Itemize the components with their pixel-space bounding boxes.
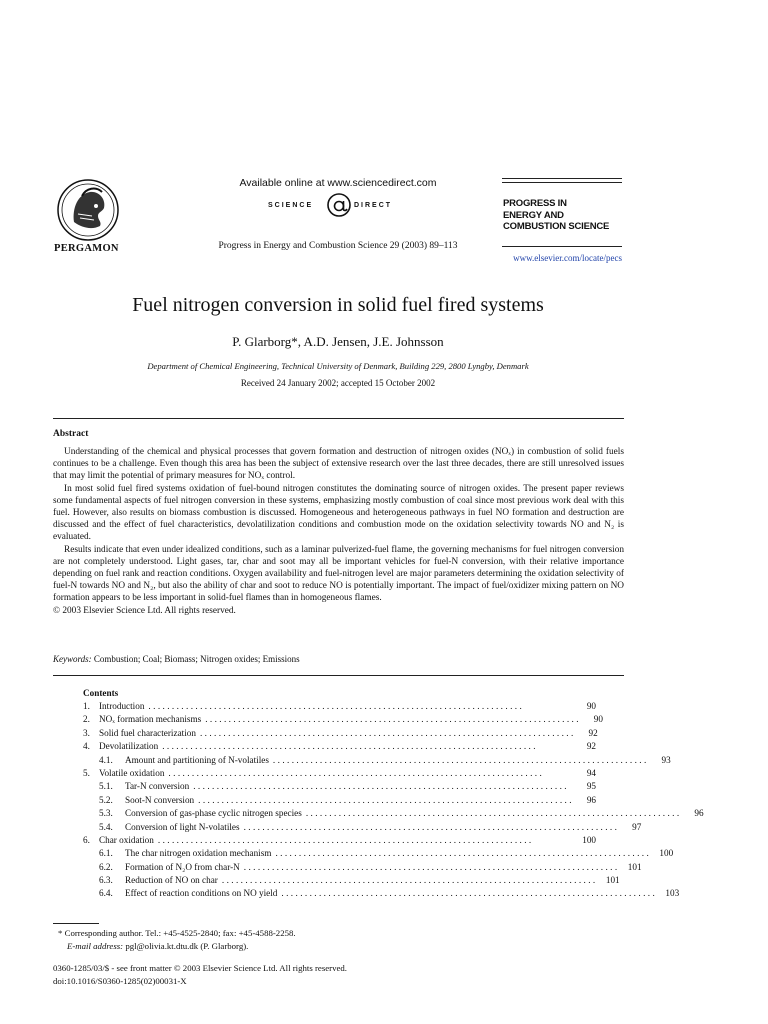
toc-entry[interactable] xyxy=(83,861,642,874)
sciencedirect-right-text: DIRECT xyxy=(354,202,393,209)
toc-entry-label: Reduction of NO on char xyxy=(125,875,218,886)
toc-entry-label: NOₓ formation mechanisms xyxy=(99,714,202,725)
toc-entry-number: 4.1. xyxy=(99,754,113,765)
toc-entry-number: 1. xyxy=(83,701,90,711)
toc-entry-page: 94 xyxy=(586,767,596,778)
toc-entry-label: The char nitrogen oxidation mechanism xyxy=(125,848,272,859)
journal-title-rule-top-2 xyxy=(502,182,622,183)
toc-leader-dots: ................................................................................ xyxy=(281,888,658,899)
toc-entry-page: 90 xyxy=(593,714,603,725)
toc-entry[interactable] xyxy=(83,780,596,793)
toc-entry-number: 3. xyxy=(83,727,90,738)
toc-entry-number: 4. xyxy=(83,741,90,752)
keywords-list: Combustion; Coal; Biomass; Nitrogen oxides; Emissions xyxy=(93,654,300,664)
toc-leader-dots: ................................................................................ xyxy=(272,754,649,765)
toc-entry-number: 5.3. xyxy=(99,808,113,819)
divider xyxy=(53,675,624,676)
toc-entry[interactable] xyxy=(83,887,680,900)
toc-entry[interactable] xyxy=(83,767,596,780)
journal-title-rule-top xyxy=(502,178,622,179)
toc-entry-page: 101 xyxy=(627,861,642,872)
toc-entry[interactable] xyxy=(83,821,642,834)
toc-entry-number: 6. xyxy=(83,834,90,845)
divider xyxy=(53,418,624,419)
journal-reference: Progress in Energy and Combustion Science 29 (2003) 89–113 xyxy=(218,241,458,251)
footnote-rule xyxy=(53,923,99,924)
toc-entry-label: Effect of reaction conditions on NO yield xyxy=(125,888,278,899)
toc-entry-number: 5.2. xyxy=(99,794,113,805)
toc-entry-number: 5.4. xyxy=(99,821,113,832)
toc-entry-number: 6.3. xyxy=(99,875,113,886)
toc-leader-dots: ................................................................................ xyxy=(168,767,545,778)
abstract-copyright: © 2003 Elsevier Science Ltd. All rights reserved. xyxy=(53,605,236,616)
toc-entry[interactable] xyxy=(83,754,671,767)
toc-entry-label: Formation of N₂O from char-N xyxy=(125,861,240,872)
sciencedirect-left-text: SCIENCE xyxy=(268,202,314,209)
sciencedirect-at-icon xyxy=(326,192,352,218)
journal-title-rule-bottom xyxy=(502,246,622,247)
toc-entry-page: 95 xyxy=(586,781,596,792)
keywords xyxy=(53,654,300,664)
toc-leader-dots: ................................................................................ xyxy=(157,834,534,845)
toc-leader-dots: ................................................................................ xyxy=(243,821,620,832)
article-title: Fuel nitrogen conversion in solid fuel fired systems xyxy=(132,294,544,316)
abstract-heading: Abstract xyxy=(53,429,89,439)
toc-entry[interactable] xyxy=(83,807,704,820)
toc-entry-number: 2. xyxy=(83,714,90,725)
toc-leader-dots: ................................................................................ xyxy=(275,848,652,859)
toc-leader-dots: ................................................................................ xyxy=(198,794,574,805)
toc-entry-label: Introduction xyxy=(99,701,145,711)
email-label: E-mail address: xyxy=(67,941,124,951)
toc-leader-dots: ................................................................................ xyxy=(193,781,569,792)
toc-leader-dots: ................................................................................ xyxy=(205,714,581,725)
corresponding-author-note: * Corresponding author. Tel.: +45-4525-2840; fax: +45-4588-2258. xyxy=(58,928,296,938)
toc-entry[interactable] xyxy=(83,834,596,847)
table-of-contents xyxy=(83,687,704,901)
contents-heading: Contents xyxy=(83,688,119,698)
toc-entry-label: Char oxidation xyxy=(99,834,154,845)
toc-entry-page: 96 xyxy=(694,808,704,819)
toc-entry-page: 103 xyxy=(665,888,680,899)
journal-title-block xyxy=(503,198,609,233)
toc-leader-dots: ................................................................................ xyxy=(199,727,576,738)
keywords-label: Keywords: xyxy=(53,654,92,664)
doi-text: doi:10.1016/S0360-1285(02)00031-X xyxy=(53,976,187,986)
toc-leader-dots: ................................................................................ xyxy=(221,875,598,886)
toc-entry-label: Conversion of light N-volatiles xyxy=(125,821,240,832)
toc-entry-page: 92 xyxy=(588,727,598,738)
toc-entry-page: 101 xyxy=(605,875,620,886)
toc-leader-dots: ................................................................................ xyxy=(148,701,525,711)
abstract-paragraph: In most solid fuel fired systems oxidation of fuel-bound nitrogen constitutes the dominating source of nitrogen oxides. The present paper reviews some fundamental aspects of fuel nitrogen conversion in these systems, emphasizing mostly combustion of coal since most previous work deal with this fuel. However, also results on biomass combustion is discussed. Homogeneous and heterogeneous pathways in fuel NO formation and destruction are discussed and the effect of fuel characteristics, devolatilization conditions and combustion mode on the oxidation selectivity towards NO and N₂ is evaluated. xyxy=(53,483,624,543)
toc-entry-page: 100 xyxy=(582,834,596,845)
toc-entry[interactable] xyxy=(83,727,596,740)
article-authors: P. Glarborg*, A.D. Jensen, J.E. Johnsson xyxy=(232,334,444,349)
toc-entry-page: 93 xyxy=(661,754,671,765)
toc-entry-label: Solid fuel characterization xyxy=(99,727,196,738)
toc-entry-label: Tar-N conversion xyxy=(125,781,190,792)
email-note xyxy=(67,941,248,951)
toc-entry[interactable] xyxy=(83,740,596,753)
journal-url-link[interactable]: www.elsevier.com/locate/pecs xyxy=(513,253,622,263)
email-link[interactable]: pgl@olivia.kt.dtu.dk (P. Glarborg). xyxy=(125,941,249,951)
toc-entry-page: 97 xyxy=(632,821,642,832)
toc-entry-page: 96 xyxy=(586,794,596,805)
toc-entry[interactable] xyxy=(83,794,596,807)
toc-entry-page: 100 xyxy=(659,848,674,859)
abstract-paragraph: Results indicate that even under idealized conditions, such as a laminar pulverized-fuel flame, the governing mechanisms for fuel nitrogen conversion are not completely understood. Light gases, tar, char and soot may all be important vehicles for fuel-N conversion, with their relative importance depending on fuel rank and reaction conditions. Oxygen availability and fuel-nitrogen level are major parameters determining the oxidation selectivity of fuel-N towards NO and N₂, but also the ability of char and soot to reduce NO is potentially important. The impact of fuel/oxidizer mixing pattern on NO formation appears to be less important in solid-fuel flames than in homogeneous flames. xyxy=(53,544,624,604)
toc-entry-label: Soot-N conversion xyxy=(125,794,195,805)
toc-entry-label: Volatile oxidation xyxy=(99,767,165,778)
toc-entry-label: Amount and partitioning of N-volatiles xyxy=(125,754,269,765)
toc-entry-page: 92 xyxy=(586,741,596,752)
toc-entry[interactable] xyxy=(83,713,603,726)
toc-entry[interactable] xyxy=(83,700,596,713)
abstract-body xyxy=(53,446,624,617)
toc-leader-dots: ................................................................................ xyxy=(243,861,620,872)
toc-entry-number: 6.2. xyxy=(99,861,113,872)
journal-title-line: ENERGY AND xyxy=(503,209,564,221)
toc-entry-label: Conversion of gas-phase cyclic nitrogen species xyxy=(125,808,302,819)
toc-entry-page: 90 xyxy=(586,701,596,711)
toc-entry-number: 5.1. xyxy=(99,781,113,792)
toc-entry-number: 6.4. xyxy=(99,888,113,899)
sciencedirect-logo xyxy=(268,192,408,222)
abstract-paragraph: Understanding of the chemical and physical processes that govern formation and destruction of nitrogen oxides (NOₓ) in combustion of solid fuels continues to be a challenge. Even though this area has been the subject of extensive research over the last three decades, there are still unresolved issues that may limit the potential of primary measures for NOₓ control. xyxy=(53,447,624,482)
toc-leader-dots: ................................................................................ xyxy=(305,808,682,819)
toc-entry-label: Devolatilization xyxy=(99,741,159,752)
available-online-text: Available online at www.sciencedirect.com xyxy=(239,177,437,189)
toc-entry-number: 5. xyxy=(83,767,90,778)
article-affiliation: Department of Chemical Engineering, Technical University of Denmark, Building 229, 2800 Lyngby, Denmark xyxy=(147,361,529,371)
toc-entry-number: 6.1. xyxy=(99,848,113,859)
front-matter-note: 0360-1285/03/$ - see front matter © 2003 Elsevier Science Ltd. All rights reserved. xyxy=(53,963,347,973)
article-received: Received 24 January 2002; accepted 15 October 2002 xyxy=(240,378,436,388)
publisher-name: PERGAMON xyxy=(54,243,119,254)
toc-leader-dots: ................................................................................ xyxy=(162,741,538,752)
toc-entry[interactable] xyxy=(83,847,674,860)
contents-list xyxy=(83,700,704,901)
toc-entry[interactable] xyxy=(83,874,620,887)
journal-title-line: PROGRESS IN xyxy=(503,198,567,209)
journal-title-line: COMBUSTION SCIENCE xyxy=(503,221,610,232)
